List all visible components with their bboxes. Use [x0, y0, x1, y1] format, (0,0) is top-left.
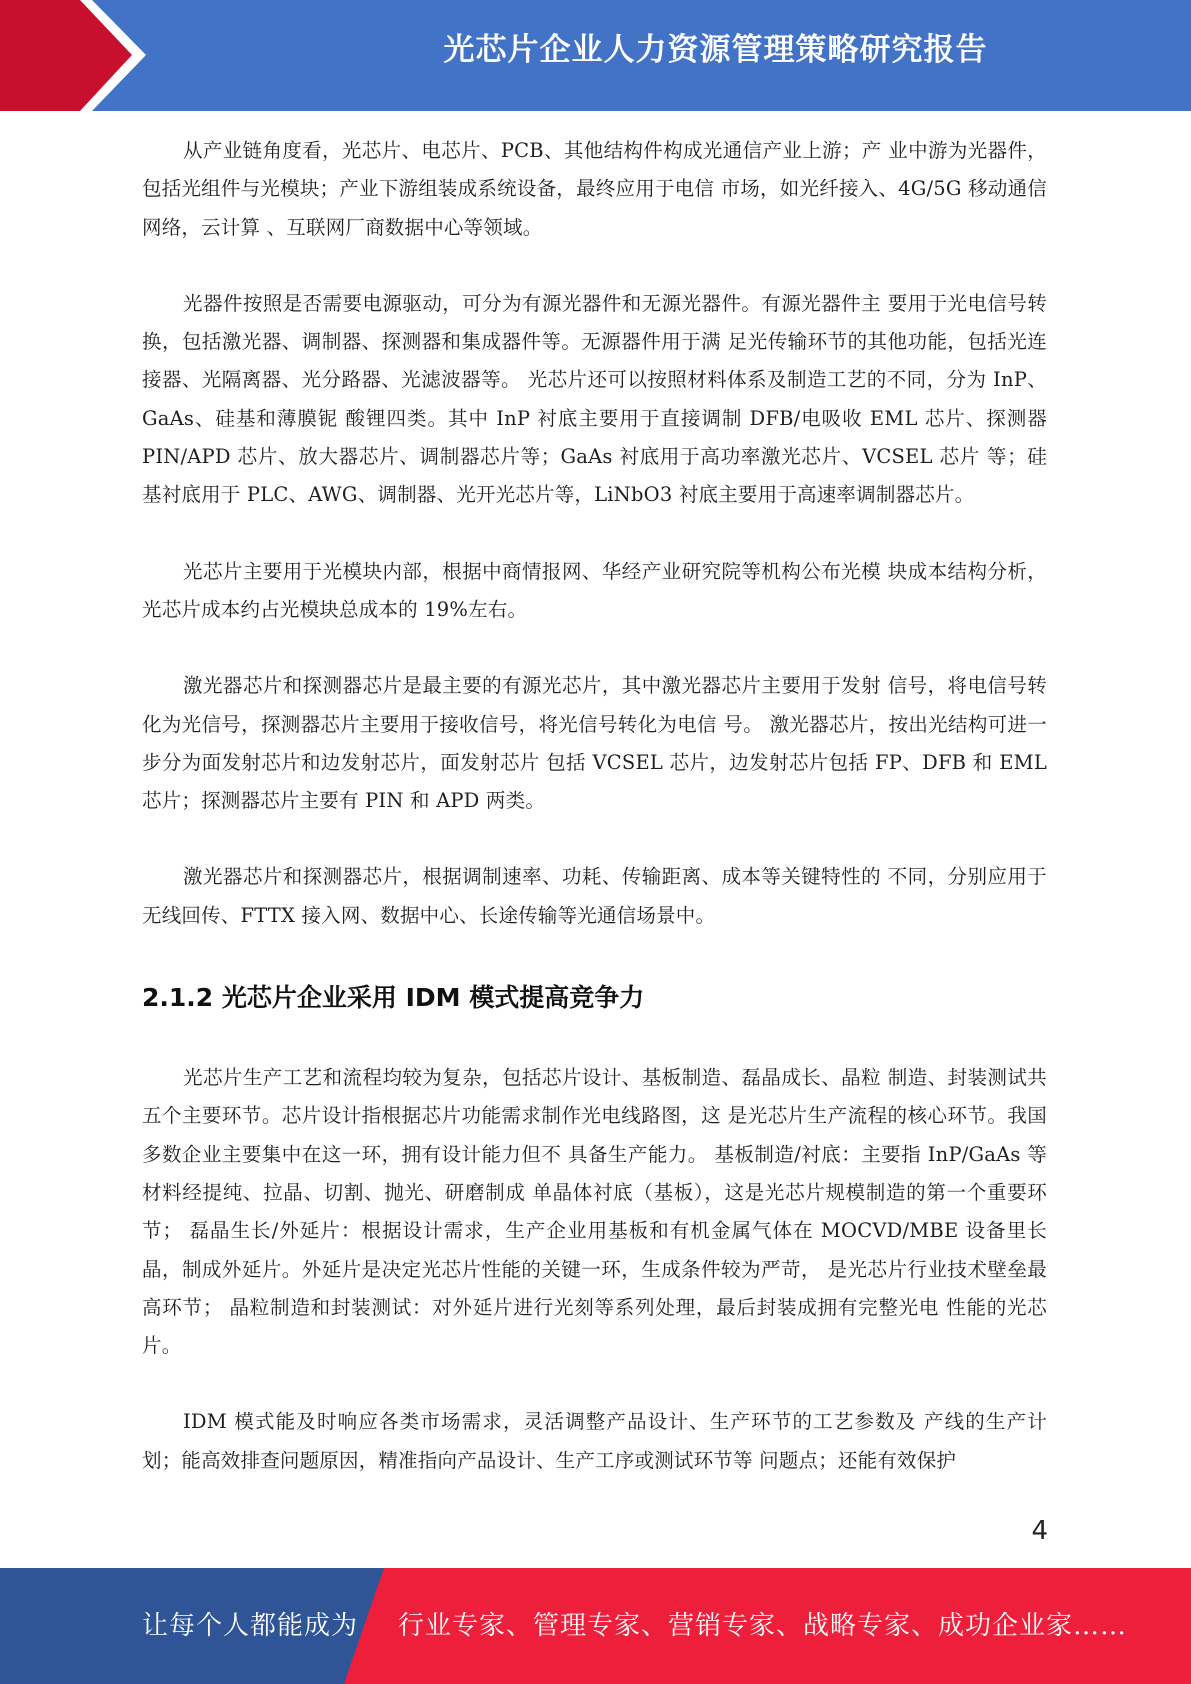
paragraph: IDM 模式能及时响应各类市场需求，灵活调整产品设计、生产环节的工艺参数及 产线的生产计划；能高效排查问题原因，精准指向产品设计、生产工序或测试环节等 问题点；还能有效保护 [142, 1410, 1047, 1472]
footer-banner [0, 1568, 1191, 1684]
paragraph: 光器件按照是否需要电源驱动，可分为有源光器件和无源光器件。有源光器件主 要用于光电信号转换，包括激光器、调制器、探测器和集成器件等。无源器件用于满 足光传输环节的其他功能，包括光连接器、光隔离器、光分路器、光滤波器等。 光芯片还可以按照材料体系及制造工艺的不同，分为 InP、GaAs、硅基和薄膜铌 酸锂四类。其中 InP 衬底主要用于直接调制 DFB/电吸收 EML 芯片、探测器 PIN/APD 芯片、放大器芯片、调制器芯片等；GaAs 衬底用于高功率激光芯片、VCSEL 芯片 等；硅基衬底用于 PLC、AWG、调制器、光开光芯片等，LiNbO3 衬底主要用于高速率调制器芯片。 [142, 291, 1047, 507]
section-heading: 2.1.2 光芯片企业采用 IDM 模式提高竞争力 [142, 983, 645, 1013]
document-body [142, 132, 1047, 1480]
page-number: 4 [1031, 1516, 1048, 1546]
paragraph: 光芯片主要用于光模块内部，根据中商情报网、华经产业研究院等机构公布光模 块成本结构分析，光芯片成本约占光模块总成本的 19%左右。 [142, 559, 1047, 621]
header-bar [0, 0, 1191, 111]
document-title: 光芯片企业人力资源管理策略研究报告 [443, 32, 988, 68]
paragraph: 光芯片生产工艺和流程均较为复杂，包括芯片设计、基板制造、磊晶成长、晶粒 制造、封装测试共五个主要环节。芯片设计指根据芯片功能需求制作光电线路图，这 是光芯片生产流程的核心环节。我国多数企业主要集中在这一环，拥有设计能力但不 具备生产能力。 基板制造/衬底：主要指 InP/GaAs 等材料经提纯、拉晶、切割、抛光、研磨制成 单晶体衬底（基板），这是光芯片规模制造的第一个重要环节； 磊晶生长/外延片：根据设计需求，生产企业用基板和有机金属气体在 MOCVD/MBE 设备里长晶，制成外延片。外延片是决定光芯片性能的关键一环，生成条件较为严苛， 是光芯片行业技术壁垒最高环节； 晶粒制造和封装测试：对外延片进行光刻等系列处理，最后封装成拥有完整光电 性能的光芯片。 [142, 1066, 1047, 1358]
paragraph: 激光器芯片和探测器芯片，根据调制速率、功耗、传输距离、成本等关键特性的 不同，分别应用于无线回传、FTTX 接入网、数据中心、长途传输等光通信场景中。 [142, 865, 1047, 927]
paragraph: 激光器芯片和探测器芯片是最主要的有源光芯片，其中激光器芯片主要用于发射 信号，将电信号转化为光信号，探测器芯片主要用于接收信号，将光信号转化为电信 号。 激光器芯片，按出光结构可进一步分为面发射芯片和边发射芯片，面发射芯片 包括 VCSEL 芯片，边发射芯片包括 FP、DFB 和 EML 芯片；探测器芯片主要有 PIN 和 APD 两类。 [142, 674, 1047, 813]
header-arrow-decoration [0, 0, 160, 111]
footer-slogan-right: 行业专家、管理专家、营销专家、战略专家、成功企业家…… [398, 1611, 1128, 1641]
paragraph: 从产业链角度看，光芯片、电芯片、PCB、其他结构件构成光通信产业上游；产 业中游为光器件，包括光组件与光模块；产业下游组装成系统设备，最终应用于电信 市场，如光纤接入、4G/5G 移动通信网络，云计算 、互联网厂商数据中心等领域。 [142, 139, 1047, 239]
footer-slogan-left: 让每个人都能成为 [142, 1611, 359, 1641]
